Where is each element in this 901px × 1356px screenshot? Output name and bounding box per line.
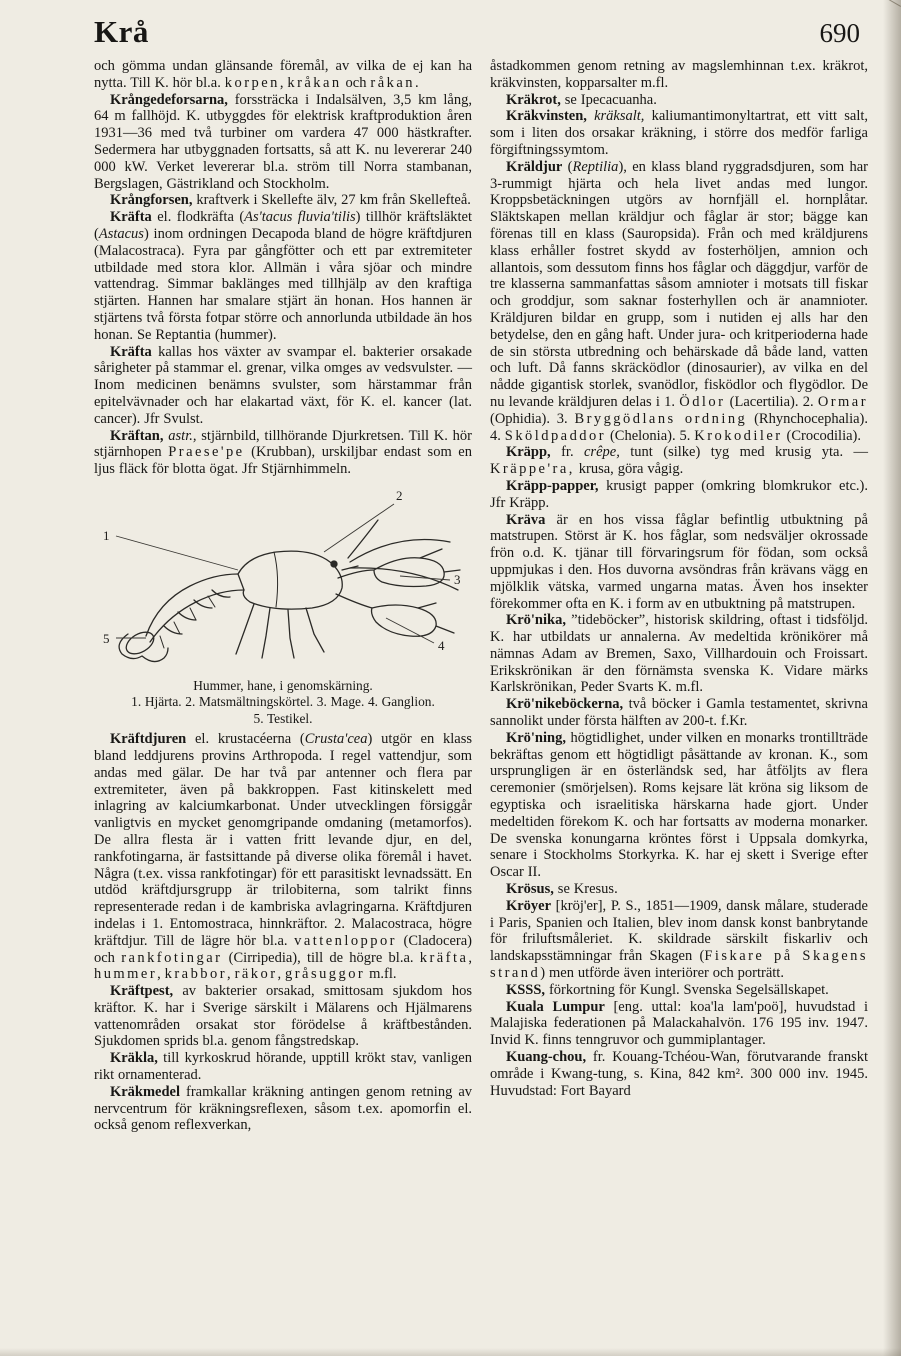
entry-paragraph <box>94 344 472 428</box>
entry-text: ) men utförde även interiörer och porträtt. <box>540 965 784 982</box>
entry-headword: Kuang-chou, <box>505 1049 587 1066</box>
entry-text: hummer <box>94 966 158 983</box>
entry-text: Bryggödlans ordning <box>574 410 748 427</box>
entry-text: Astacus <box>98 225 144 242</box>
entry-paragraph <box>94 731 472 983</box>
entry-paragraph <box>490 58 868 92</box>
entry-text: ( <box>562 158 573 175</box>
entry-paragraph <box>94 58 472 92</box>
entry-headword: Kräkmedel <box>109 1083 181 1100</box>
entry-paragraph <box>94 209 472 343</box>
entry-text: fr. Kouang-Tchéou-Wan, förutvarande franskt område i Kwang-tung, s. Kina, 842 km². 300 000 inv. 1945. Huvudstad: Fort Bayard <box>490 1049 868 1099</box>
entry-text: se Ipecacuanha. <box>560 91 657 108</box>
entry-paragraph <box>490 612 868 696</box>
entry-text: , <box>227 966 235 983</box>
entry-text: av bakterier orsakad, smittosam sjukdom hos kräftor. K. har i Sverige särskilt i Mälarens och Hjälmarens vattenområden orsakat stor förödelse å kräftbestånden. Sjukdomen sprids bl.a. genom fångstredskap. <box>94 983 472 1050</box>
entry-text: stjärnbild, tillhörande Djurkretsen. Till K. hör stjärnhopen <box>94 427 473 461</box>
entry-text: (Cirripedia), till de högre bl.a. <box>222 949 420 966</box>
entry-headword: Kräkrot, <box>505 91 561 108</box>
entry-text: vattenloppor <box>294 932 397 949</box>
entry-text: kråkan <box>287 74 342 91</box>
entry-text: [kröj'er], P. S., 1851—1909, dansk målare, studerade i Paris, Spanien och Italien, blev inom dansk konst banbrytande för friluftsmåleriet. K. skildrade särskilt fiskarliv och landskapsstämningar från Skagen ( <box>490 897 868 965</box>
entry-text: och gömma undan glänsande föremål, av vilka de ej kan ha nytta. Till K. hör bl.a. <box>94 58 472 91</box>
entry-paragraph <box>490 881 868 898</box>
text-columns <box>94 58 868 1134</box>
entry-text: , <box>277 966 286 983</box>
entry-headword: Kräldjur <box>505 158 563 175</box>
entry-text: (Krubban), urskiljbar endast som en ljus fläck för blotta ögat. Jfr Stjärnhimmeln. <box>94 444 472 478</box>
entry-text: Fiskare på Skagens strand <box>490 948 868 982</box>
entry-text: åstadkommen genom retning av magslemhinnan t.ex. kräkrot, kräkvinsten, kopparsalter m.fl. <box>490 58 868 91</box>
entry-headword: Krö'ning, <box>505 729 566 746</box>
entry-text: ) inom ordningen Decapoda bland de högre kräftdjuren (Malacostraca). Fyra par gångfötter och ett par extremiteter utbildade med stora klor. Allmän i våra sjöar och mindre vattendrag. Simmar baklänges med tillhjälp av den kraftiga stjärten. Hannen har smalare stjärt än honan. Hos hannen är stjärtens två första fotpar större och annorlunda utbildade än hos honan. Se Reptantia (hummer). <box>94 225 472 343</box>
entry-text: forssträcka i Indalsälven, 3,5 km lång, 64 m fallhöjd. K. utbyggdes för elektrisk kraftproduktion åren 1931—36 med två turbiner om vardera 47 000 hästkrafter. Sedermera har utbyggnaden fortsatts, så att K. nu levererar 240 000 kW. Verket levererar bl.a. ström till Norra stambanan, Bergslagen, Gästrikland och Stockholm. <box>94 91 472 192</box>
entry-paragraph <box>490 898 868 982</box>
entry-text: råkan <box>370 74 415 91</box>
entry-text: . <box>414 74 419 91</box>
entry-paragraph <box>490 478 868 512</box>
page-header <box>94 14 868 50</box>
entry-headword: Kuala Lumpur <box>505 998 605 1015</box>
entry-text: , <box>157 966 165 983</box>
figure-label: 2 <box>396 487 403 503</box>
entry-paragraph <box>94 92 472 193</box>
entry-text: (Crocodilia). <box>782 427 861 444</box>
entry-text: tunt (silke) tyg med krusig yta. — <box>619 444 869 461</box>
entry-text: , <box>468 949 472 966</box>
figure-label: 4 <box>438 637 445 653</box>
entry-text: krabbor <box>164 966 228 983</box>
entry-paragraph <box>94 428 472 478</box>
figure-caption-line: 1. Hjärta. 2. Matsmältningskörtel. 3. Mage. 4. Ganglion. <box>131 694 435 710</box>
entry-paragraph <box>490 999 868 1049</box>
entry-text: (Ophidia). 3. <box>490 410 575 427</box>
figure-label: 1 <box>103 527 110 543</box>
entry-text: kräksalt, <box>594 108 645 125</box>
entry-text: (Rhynchocephalia). 4. <box>490 410 869 444</box>
running-head: Krå <box>94 14 149 49</box>
entry-text: kaliumantimonyltartrat, ett vitt salt, som i liten dos orsakar kräkning, i större dos medför farliga förgiftningssymtom. <box>490 108 868 158</box>
entry-text: ) utgör en klass bland leddjurens provins Arthropoda. I regel vattendjur, som andas med gälar. De har två par antenner och flera par extremiteter, även på bakkroppen. Fast kitinskelett med inlagring av kalciumkarbonat. Under utvecklingen försiggår vanligtvis en mycket genomgripande omdaning (metamorfos). De allra flesta är i vatten fritt levande djur, en del, rankfotingarna, är fastsittande på diverse olika föremål i havet. Några (t.ex. vissa rankfotingar) för ett parasitiskt levnadssätt. En utdöd kräftdjursgrupp är trilobiterna, som talrikt finns representerade redan i de kambriska avlagringarna. Kräftdjuren indelas i 1. Entomostraca, hinnkräftor. 2. Malacostraca, högre kräftdjur. Till de lägre hör bl.a. <box>94 731 472 949</box>
entry-text: Ormar <box>817 393 868 410</box>
entry-headword: Krö'nika, <box>505 612 566 629</box>
entry-text: Ödlor <box>679 393 726 410</box>
entry-text: kraftverk i Skellefte älv, 27 km från Skellefteå. <box>192 192 471 209</box>
entry-text: räkor <box>234 966 278 983</box>
entry-headword: Krångforsen, <box>109 192 193 209</box>
entry-headword: Krångedeforsarna, <box>109 91 228 108</box>
left-column <box>94 58 472 1134</box>
entry-text: fr. <box>550 444 584 461</box>
entry-text: el. flodkräfta ( <box>151 209 245 226</box>
entry-text: [eng. uttal: koa'la lam'poö], huvudstad i Malajiska federationen på Malackahalvön. 176 195 inv. 1947. Invid K. finns tenngruvor och gummiplantager. <box>490 998 869 1049</box>
entry-text: korpen <box>224 74 280 91</box>
entry-text: ), en klass bland ryggradsdjuren, som har 3-rummigt hjärta och hela livet andas med lungor. Kroppsbetäckningen utgörs av hornfjäll el. hornplåtar. Släktskapen mellan kräldjur och fåglar är stor; bägge kan förenas till en klass (Sauropsida). Från och med kräldjurens klass erhåller fostret skydd av fosterhöljen, amnion och allantois, som dessutom finns hos fåglar och däggdjur, varför de tre klasserna sammanfattas såsom amnioter i motsats till fiskar och groddjur, som saknar fosterhyllen och är anamnioter. Kräldjuren bildar en grupp, som i nutiden ej alls har den betydelse, den en gång haft. Under jura- och kritperioderna hade de sin största utbredning och behärskade då både land, vatten och luft. Då fanns skräcködlor (dinosaurier), av vilka en del nådde gigantisk storlek, svanödlor, fisködlor och flygödlor. De nu levande kräldjuren delas i 1. <box>490 158 868 410</box>
entry-text: ) tillhör kräftsläktet ( <box>94 209 473 242</box>
entry-text: Crusta'cea <box>304 731 368 748</box>
entry-text: , <box>279 74 288 91</box>
entry-headword: Kräkla, <box>109 1050 158 1067</box>
entry-paragraph <box>94 192 472 209</box>
entry-paragraph <box>94 1084 472 1134</box>
figure-caption-line: 5. Testikel. <box>253 710 313 726</box>
entry-text: el. krustacéerna ( <box>186 731 305 748</box>
entry-text: krusa, göra vågig. <box>574 461 684 478</box>
entry-headword: Kräftdjuren <box>109 731 187 748</box>
entry-text: kallas hos växter av svampar el. bakterier orsakade sårigheter på stammar el. grenar, vilka omges av vedsvulster. — Inom medicinen benämns svulster, som härstammar från epitelvävnader och har elakartad växt, för K. el. kancer (lat. cancer). Jfr Svulst. <box>94 343 472 427</box>
entry-text: kräfta <box>419 949 469 966</box>
entry-headword: Kräftpest, <box>109 983 174 1000</box>
entry-paragraph <box>94 1050 472 1084</box>
entry-text: (Lacertilia). 2. <box>725 393 818 410</box>
page-number: 690 <box>819 18 860 48</box>
entry-text: högtidlighet, under vilken en monarks trontillträde bekräftas genom ett högtidligt påsättande av kronan. K., som ursprungligen är en österländsk sed, har åtföljts av flera ceremonier (smörjelsen). Roms kejsare lät kröna sig liksom de egyptiska och israelitiska härskarna hade gjort. Under medeltiden förekom K. och har fortsatts av moderna monarker. De svenska konungarna kröntes först i Uppsala domkyrka, senare i Stockholms Storkyrka. K. har ej skett i Sverige efter Oscar II. <box>490 729 868 881</box>
entry-paragraph <box>490 730 868 881</box>
entry-text: förkortning för Kungl. Svenska Segelsällskapet. <box>545 981 829 998</box>
entry-text: två böcker i Gamla testamentet, skrivna sannolikt under första hälften av 200-t. f.Kr. <box>490 696 868 730</box>
entry-headword: Krö'nikeböckerna, <box>505 696 624 713</box>
figure-caption-line: Hummer, hane, i genomskärning. <box>193 677 373 693</box>
entry-paragraph <box>490 444 868 478</box>
right-column <box>490 58 868 1134</box>
entry-text: (Chelonia). 5. <box>606 427 695 444</box>
entry-headword: Kräpp, <box>505 444 551 461</box>
lobster-figure-block <box>94 486 472 727</box>
entry-text: Sköldpaddor <box>504 427 607 444</box>
entry-text: till kyrkoskrud hörande, upptill krökt stav, vanligen rikt ornamenterad. <box>94 1050 472 1084</box>
entry-headword: Kräfta <box>109 343 152 360</box>
lobster-figure <box>98 486 468 676</box>
entry-paragraph <box>490 696 868 730</box>
entry-headword: Krösus, <box>505 881 554 898</box>
entry-headword: KSSS, <box>505 981 546 998</box>
entry-headword: Kräkvinsten, <box>505 108 587 125</box>
entry-text: As'tacus fluvia'tilis <box>244 209 356 226</box>
entry-headword: Kröyer <box>505 897 552 914</box>
entry-text: crêpe, <box>584 444 620 461</box>
entry-text: se Kresus. <box>553 881 618 898</box>
figure-label: 5 <box>103 630 110 646</box>
entry-paragraph <box>94 983 472 1050</box>
entry-paragraph <box>490 512 868 613</box>
entry-paragraph <box>490 108 868 158</box>
entry-text: Krokodiler <box>694 427 783 444</box>
entry-paragraph <box>490 1049 868 1099</box>
entry-text: Praese'pe <box>168 444 245 461</box>
entry-text: framkallar kräkning antingen genom retning av nervcentrum för kräkningsreflexen, såsom t.ex. apomorfin el. också genom reflexverkan, <box>94 1083 472 1134</box>
entry-headword: Kräfta <box>109 209 152 226</box>
entry-text: (Cladocera) och <box>94 932 472 966</box>
entry-headword: Kräva <box>505 511 546 528</box>
entry-headword: Kräpp-papper, <box>505 477 599 494</box>
entry-text <box>587 108 594 124</box>
entry-text: krusigt papper (omkring blomkrukor etc.). Jfr Kräpp. <box>490 477 868 511</box>
figure-label: 3 <box>454 571 461 587</box>
entry-paragraph <box>490 159 868 445</box>
entry-text: astr., <box>168 427 197 444</box>
entry-text: Reptilia <box>572 158 619 175</box>
entry-paragraph <box>490 92 868 109</box>
entry-text: är en hos vissa fåglar befintlig utbuktning på matstrupen. Störst är K. hos fåglar, som nedsväljer okrossade frön o.d. K. tjänar till förvaringsrum för födan, som också uppmjukas i den. Hos duvorna avsöndras från krävans vägg en mjölklik vätska, varmed ungarna matas. Även hos insekter förekommer ofta en K. i form av en utbuktning på matstrupen. <box>490 511 868 612</box>
entry-headword: Kräftan, <box>109 427 164 444</box>
entry-text: gråsuggor <box>285 966 366 983</box>
entry-paragraph <box>490 982 868 999</box>
entry-text: ”tideböcker”, historisk skildring, oftast i tidsföljd. K. har utbildats ur annalerna. Av medeltida krönikörer må nämnas Adam av Bremen, Saxo, Villhardouin och Froissart. Erikskrönikan är den förnämsta svenska K. Vidare märks Karlskrönikan, Peder Svarts K. m.fl. <box>490 612 868 696</box>
entry-text: och <box>341 74 371 91</box>
entry-text: rankfotingar <box>121 949 223 966</box>
entry-text: Kräppe'ra, <box>490 461 575 478</box>
entry-text: m.fl. <box>365 966 397 983</box>
